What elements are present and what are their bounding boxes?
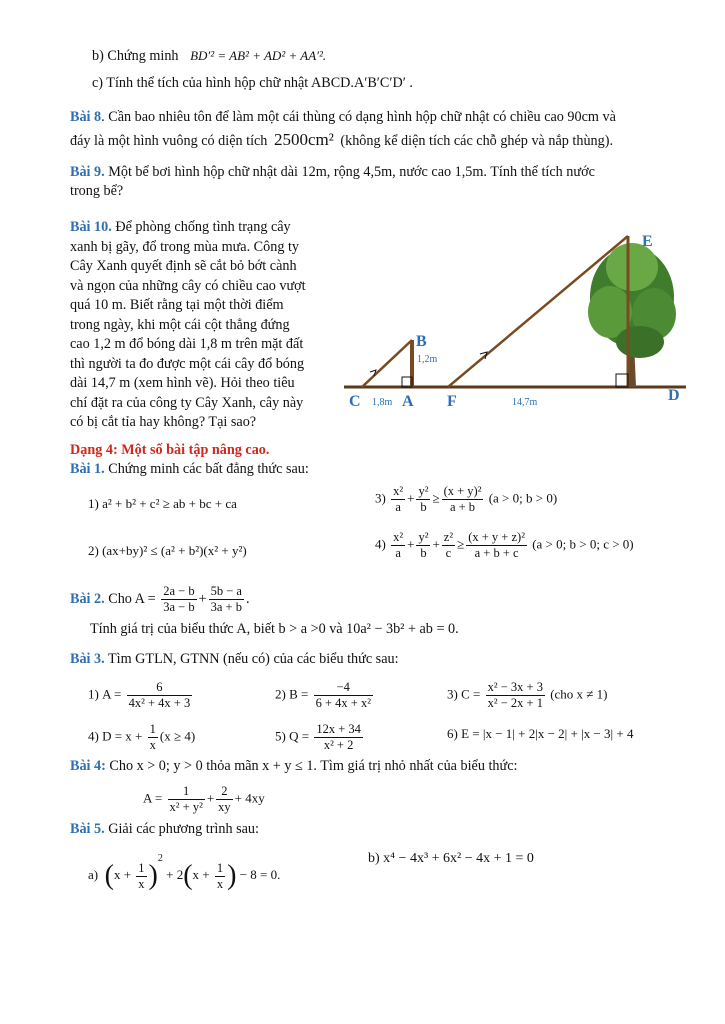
label-a: A [402, 393, 414, 410]
bai3-q: 5) Q = $\frac{12x + 34}{\text{x² + 2}}$ [275, 722, 361, 752]
bai10-line: dài 14,7 m (xem hình vẽ). Hỏi theo tiêu [70, 375, 295, 391]
right-angle-d [616, 374, 628, 387]
bai5-label: Bài 5. [70, 821, 105, 837]
bai9-text1: Một bể bơi hình hộp chữ nhật dài 12m, rộng 4,5m, nước cao 1,5m. Tính thể tích nước [104, 164, 595, 180]
bai4-label: Bài 4: [70, 758, 106, 774]
bai9-label: Bài 9. [70, 164, 105, 180]
bai10-paragraph [70, 218, 328, 433]
bai3-d-condition: (x ≥ 4) [159, 728, 196, 744]
bai8-label: Bài 8 [70, 109, 102, 125]
ineq-3-prefix: 3) [375, 490, 386, 506]
bai8-line1 [70, 108, 616, 126]
tree-illustration [588, 243, 676, 387]
part-c-line: c) Tính thể tích của hình hộp chữ nhật ABCD.A′B′C′D′ . [92, 75, 413, 91]
bai5-line [70, 820, 259, 838]
part-b-line [92, 47, 326, 65]
ineq-1: 1) a² + b² + c² ≥ ab + bc + ca [88, 496, 237, 511]
bai10-line: cao 1,2 m đổ bóng dài 1,8 m trên mặt đất [70, 336, 304, 352]
bai5-text: Giải các phương trình sau: [104, 821, 259, 837]
bai3-a: 1) A = $\frac{6}{\text{4x² + 4x + 3}}$ [88, 680, 191, 710]
part-b-text: b) Chứng minh [92, 48, 179, 64]
ineq-3-condition: (a > 0; b > 0) [488, 490, 558, 506]
bai3-c: 3) C = $\frac{\text{x² − 3x + 3}}{\text{x² − 2x + 1}}$ (cho x ≠ 1) [447, 680, 608, 710]
bai10-line: Cây Xanh quyết định sẽ cắt bỏ bớt cành [70, 258, 297, 274]
dang4-title: Dạng 4: Một số bài tập nâng cao. [70, 442, 270, 458]
ineq-4-condition: (a > 0; b > 0; c > 0) [532, 536, 634, 552]
bai10-line: và ngọn của những cây có chiều cao vượt [70, 277, 306, 294]
bai10-label: Bài 10. [70, 219, 112, 235]
bai10-line: xanh bị gãy, đổ trong mùa mưa. Công ty [70, 238, 300, 255]
bai1-text: Chứng minh các bất đẳng thức sau: [104, 461, 309, 477]
bai5-b: b) x⁴ − 4x³ + 6x² − 4x + 1 = 0 [368, 851, 534, 866]
bai10-line: Để phòng chống tình trạng cây [111, 219, 291, 235]
ineq-3: 3) $\frac{\text{x²}}{a}$ + $\frac{\text{y²}}{b}$ ≥ $\frac{\text{(x + y)²}}{a + b}$ (a > 0; b > 0) [375, 484, 558, 514]
ineq-4-prefix: 4) [375, 536, 386, 552]
bai3-e: 6) E = |x − 1| + 2|x − 2| + |x − 3| + 4 [447, 726, 634, 741]
bai2-line: Bài 2. Cho A = $\frac{2a - b}{3a - b}$ + $\frac{5b - a}{3a + b}$ . [70, 584, 250, 615]
bai8-text2a: đáy là một hình vuông có diện tích [70, 133, 268, 149]
bai2-line2: Tính giá trị của biểu thức A, biết b > a >0 và 10a² − 3b² + ab = 0. [90, 621, 459, 637]
bai10-line: trong ngày, khi một cái cột thẳng đứng [70, 316, 290, 333]
bai3-line [70, 650, 399, 668]
label-shadow-1: 1,8m [372, 397, 393, 408]
bai8-line2 [70, 131, 613, 150]
shadow-tree-figure [340, 222, 690, 412]
label-shadow-2: 14,7m [512, 397, 538, 408]
bai4-text: Cho x > 0; y > 0 thỏa mãn x + y ≤ 1. Tìm giá trị nhỏ nhất của biểu thức: [105, 758, 518, 774]
bai3-label: Bài 3. [70, 651, 105, 667]
bai9-line1 [70, 163, 595, 181]
bai3-d: 4) D = x + $\frac{1}{x}$ (x ≥ 4) [88, 722, 196, 752]
bai4-expression: A = $\frac{1}{\text{x² + y²}}$ + $\frac{2}{xy}$ + 4xy [143, 784, 265, 814]
bai10-line: thì người ta đo được một cái cây đổ bóng [70, 355, 305, 372]
bai10-line: có bị cắt tỉa hay không? Tại sao? [70, 414, 257, 430]
bai3-b: 2) B = $\frac{-4}{\text{6 + 4x + x²}}$ [275, 680, 371, 710]
bai4-line [70, 757, 517, 775]
bai8-text2b: (không kể diện tích các chỗ ghép và nắp thùng). [340, 133, 613, 149]
bai3-c-condition: (cho x ≠ 1) [550, 686, 608, 702]
bai2-label: Bài 2. [70, 591, 105, 607]
bai1-label: Bài 1. [70, 461, 105, 477]
label-height-1: 1,2m [417, 354, 438, 365]
bai9-line2: trong bể? [70, 183, 124, 199]
ineq-4: 4) $\frac{\text{x²}}{a}$ + $\frac{\text{y²}}{b}$ + $\frac{\text{z²}}{c}$ ≥ $\frac{\text{(x + y + z)²}}{a + b + c}$ (a > 0; b > 0; c > 0) [375, 530, 634, 560]
ineq-2: 2) (ax+by)² ≤ (a² + b²)(x² + y²) [88, 543, 247, 558]
label-b: B [416, 333, 427, 350]
bai2-text: Cho A = [104, 591, 156, 607]
label-e: E [642, 233, 653, 250]
bai5-a: a) (x + $\frac{1}{x}$ )$^2$ + 2(x + $\frac{1}{x}$ ) − 8 = 0. [88, 853, 281, 892]
bai8-area: 2500cm² [273, 130, 334, 149]
label-d: D [668, 387, 680, 404]
bai8-text1: . Cần bao nhiêu tôn để làm một cái thùng có dạng hình hộp chữ nhật có chiều cao 90cm và [101, 109, 616, 125]
label-f: F [447, 393, 457, 410]
bai10-line: quá 10 m. Biết rằng tại một thời điểm [70, 297, 284, 313]
bai10-line: chí đặt ra của công ty Cây Xanh, cây này [70, 394, 304, 411]
bai1-line [70, 460, 309, 478]
label-c: C [349, 393, 361, 410]
bai3-text: Tìm GTLN, GTNN (nếu có) của các biểu thức sau: [104, 651, 399, 667]
part-b-formula: BD′² = AB² + AD² + AA′². [190, 48, 327, 63]
shadow-ray-cb [362, 340, 412, 387]
